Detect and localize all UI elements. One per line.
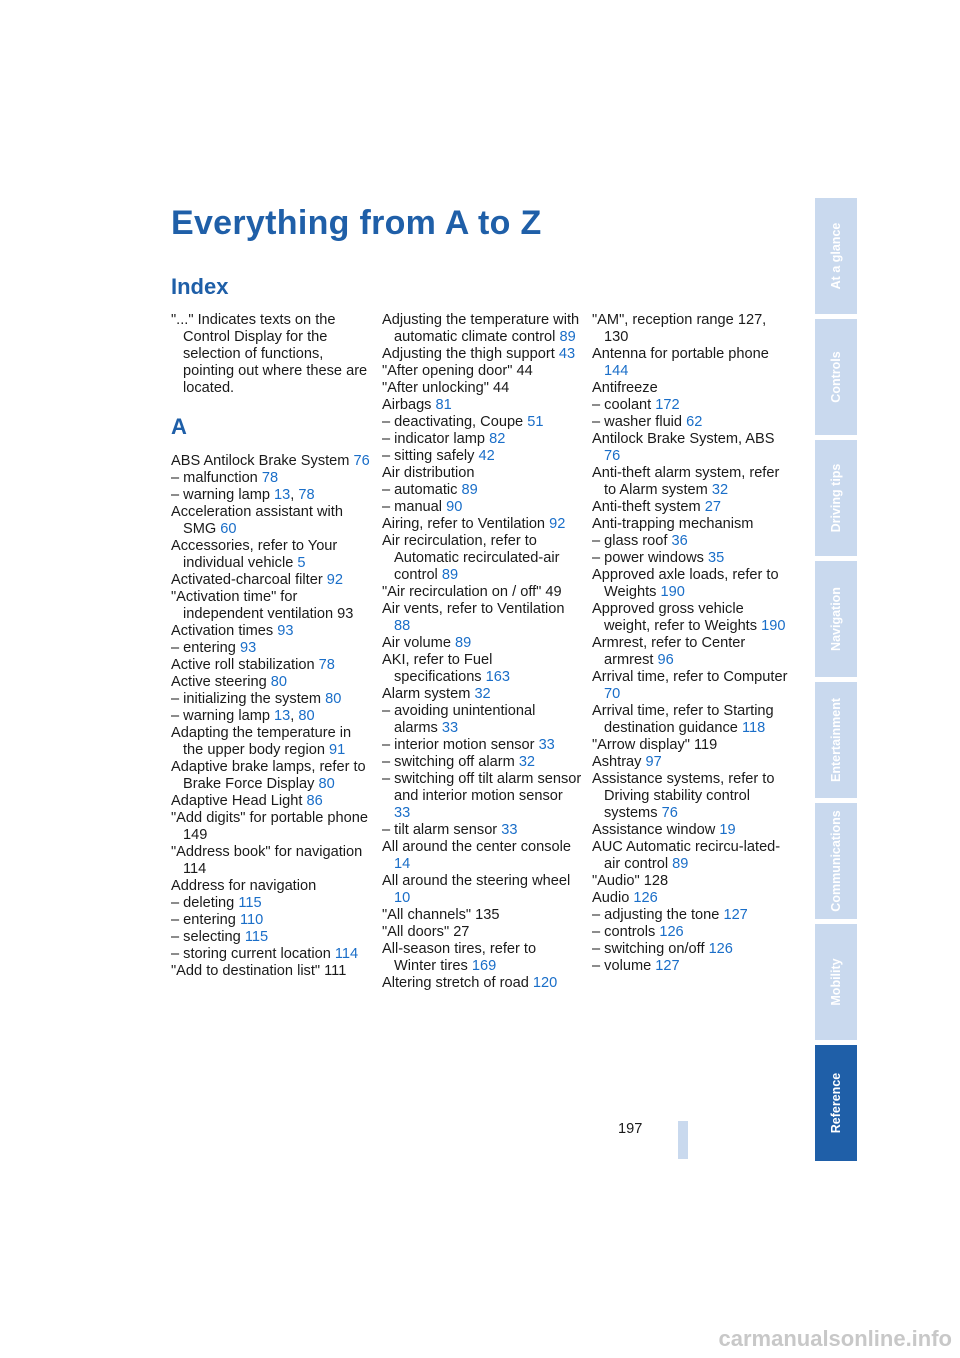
page-reference-link[interactable]: 127 bbox=[655, 958, 680, 974]
index-entry bbox=[382, 431, 582, 448]
page-reference-link[interactable]: 97 bbox=[645, 754, 662, 770]
page-reference-link[interactable]: 14 bbox=[394, 856, 411, 872]
intro-text: "..." Indicates texts on the Control Display for the selection of functions, pointing out where these are located. bbox=[171, 312, 368, 396]
page-reference-link[interactable]: 33 bbox=[501, 822, 518, 838]
index-entry bbox=[592, 346, 792, 380]
index-entry bbox=[171, 623, 371, 640]
entry-text: Air vents, refer to Ventilation bbox=[382, 601, 565, 617]
entry-text: "Air recirculation on / off" 49 bbox=[382, 584, 562, 600]
page-reference-link[interactable]: 43 bbox=[558, 346, 576, 362]
index-entry bbox=[171, 929, 371, 946]
page-reference-link[interactable]: 115 bbox=[238, 895, 262, 911]
page-reference-link[interactable]: 89 bbox=[455, 635, 472, 651]
index-entry bbox=[382, 686, 582, 703]
chapter-tab-label: Mobility bbox=[829, 958, 843, 1006]
index-entry bbox=[592, 754, 792, 771]
entry-text: Airbags bbox=[382, 397, 436, 413]
entry-text: – avoiding unintentional alarms bbox=[382, 703, 536, 736]
index-entry bbox=[592, 890, 792, 907]
entries-column-1 bbox=[171, 453, 371, 980]
page-reference-link[interactable]: 126 bbox=[708, 941, 733, 957]
page-reference-link[interactable]: 93 bbox=[239, 640, 257, 656]
entry-text: Acceleration assistant with SMG bbox=[171, 504, 343, 537]
page-reference-link[interactable]: 89 bbox=[461, 482, 478, 498]
index-entry bbox=[592, 550, 792, 567]
entry-text: – switching on/off bbox=[592, 941, 709, 957]
entry-text: AUC Automatic recircu-lated-air control bbox=[592, 839, 781, 872]
index-entry bbox=[171, 504, 371, 538]
page-reference-link[interactable]: 33 bbox=[394, 805, 411, 821]
page-reference-link[interactable]: 89 bbox=[441, 567, 459, 583]
index-entry bbox=[171, 793, 371, 810]
page-reference-link[interactable]: 126 bbox=[633, 890, 658, 906]
index-entry: – warning lamp 13, 78 bbox=[171, 487, 315, 503]
index-entry bbox=[171, 912, 371, 929]
index-entry bbox=[382, 465, 582, 482]
entry-text: Antilock Brake System, ABS bbox=[592, 431, 775, 447]
index-entry bbox=[171, 725, 371, 759]
index-column-1 bbox=[171, 312, 371, 980]
page-reference-link[interactable]: 5 bbox=[297, 555, 306, 571]
entry-text: "After unlocking" 44 bbox=[382, 380, 510, 396]
page-reference-link[interactable]: 169 bbox=[471, 958, 497, 974]
chapter-tab-label: Communications bbox=[829, 810, 843, 912]
entry-text: – indicator lamp bbox=[382, 431, 490, 447]
index-entry bbox=[592, 312, 792, 346]
index-entry bbox=[592, 737, 792, 754]
entry-text: Air distribution bbox=[382, 465, 475, 481]
index-entry bbox=[592, 703, 792, 737]
index-entry bbox=[171, 895, 371, 912]
index-entry bbox=[382, 448, 582, 465]
entry-text: "Arrow display" 119 bbox=[592, 737, 718, 753]
index-entry bbox=[382, 533, 582, 584]
page-reference-link[interactable]: 51 bbox=[527, 414, 544, 430]
entry-text: "Activation time" for independent ventilation 93 bbox=[171, 589, 354, 622]
page-reference-link[interactable]: 172 bbox=[655, 397, 680, 413]
index-entry bbox=[171, 453, 371, 470]
index-entry bbox=[382, 703, 582, 737]
entry-text: – switching off tilt alarm sensor and interior motion sensor bbox=[382, 771, 582, 804]
page-reference-link[interactable]: 114 bbox=[334, 946, 359, 962]
index-entry bbox=[592, 771, 792, 822]
page-reference-link[interactable]: 82 bbox=[489, 431, 506, 447]
index-entry bbox=[171, 810, 371, 844]
page-reference-link[interactable]: 127 bbox=[723, 907, 748, 923]
page-reference-link[interactable]: 92 bbox=[326, 572, 343, 588]
index-entry bbox=[171, 759, 371, 793]
index-entry bbox=[382, 771, 582, 822]
watermark: carmanualsonline.info bbox=[718, 1326, 952, 1351]
chapter-tab-mobility[interactable] bbox=[815, 924, 857, 1040]
entry-text: Active roll stabilization bbox=[171, 657, 319, 673]
section-title: Index bbox=[171, 274, 229, 299]
index-entry bbox=[592, 635, 792, 669]
page-title: Everything from A to Z bbox=[171, 204, 542, 242]
entry-text: Assistance systems, refer to Driving stability control systems bbox=[592, 771, 775, 821]
index-entry bbox=[171, 657, 371, 674]
entry-text: – volume bbox=[592, 958, 656, 974]
entry-text: "AM", reception range 127, 130 bbox=[592, 312, 767, 345]
chapter-tab-label: At a glance bbox=[829, 222, 843, 290]
index-entry bbox=[382, 312, 582, 346]
entry-text: – switching off alarm bbox=[382, 754, 519, 770]
page-reference-link[interactable]: 144 bbox=[604, 363, 629, 379]
chapter-tab-driving-tips[interactable] bbox=[815, 440, 857, 556]
index-entry bbox=[592, 907, 792, 924]
entry-text: Adaptive Head Light bbox=[171, 793, 307, 809]
chapter-tab-communications[interactable] bbox=[815, 803, 857, 919]
entry-text: – storing current location bbox=[171, 946, 335, 962]
entry-text: Armrest, refer to Center armrest bbox=[592, 635, 746, 668]
entry-text: – automatic bbox=[382, 482, 462, 498]
page-reference-link[interactable]: 32 bbox=[711, 482, 729, 498]
chapter-tab-controls[interactable] bbox=[815, 319, 857, 435]
entry-text: – selecting bbox=[171, 929, 245, 945]
index-entry bbox=[382, 737, 582, 754]
page-reference-link[interactable]: 35 bbox=[708, 550, 725, 566]
entry-text: Alarm system bbox=[382, 686, 475, 702]
index-entry bbox=[382, 907, 582, 924]
page-reference-link[interactable]: 60 bbox=[220, 521, 237, 537]
entry-text: Approved gross vehicle weight, refer to Weights bbox=[592, 601, 762, 634]
index-entry bbox=[382, 924, 582, 941]
page-reference-link[interactable]: 80 bbox=[270, 674, 288, 690]
index-entry bbox=[382, 941, 582, 975]
entry-text: Adaptive brake lamps, refer to Brake Force Display bbox=[171, 759, 366, 792]
entry-text: – coolant bbox=[592, 397, 656, 413]
index-entry bbox=[382, 363, 582, 380]
entry-text: ABS Antilock Brake System bbox=[171, 453, 354, 469]
page-reference-link[interactable]: 92 bbox=[549, 516, 566, 532]
index-entry bbox=[171, 538, 371, 572]
entry-text: "After opening door" 44 bbox=[382, 363, 533, 379]
entry-text: "All channels" 135 bbox=[382, 907, 500, 923]
page-reference-link[interactable]: 76 bbox=[353, 453, 370, 469]
index-entry bbox=[171, 691, 371, 708]
page-reference-link[interactable]: 90 bbox=[446, 499, 463, 515]
index-entry bbox=[171, 640, 371, 657]
entry-text: "Add digits" for portable phone 149 bbox=[171, 810, 368, 843]
page-number: 197 bbox=[618, 1121, 643, 1137]
index-entry bbox=[171, 963, 371, 980]
page-reference-link[interactable]: 13 bbox=[274, 708, 291, 724]
index-entry bbox=[592, 499, 792, 516]
index-entry bbox=[592, 414, 792, 431]
index-entry bbox=[382, 635, 582, 652]
entry-text: – interior motion sensor bbox=[382, 737, 539, 753]
index-entry bbox=[592, 924, 792, 941]
index-entry bbox=[171, 878, 371, 895]
chapter-tab-navigation[interactable] bbox=[815, 561, 857, 677]
entry-text: – deactivating, Coupe bbox=[382, 414, 528, 430]
page-reference-link[interactable]: 91 bbox=[329, 742, 346, 758]
entries-column-2 bbox=[382, 312, 582, 992]
index-entry bbox=[382, 839, 582, 873]
page-reference-link[interactable]: 89 bbox=[672, 856, 689, 872]
entry-text: Arrival time, refer to Starting destination guidance bbox=[592, 703, 774, 736]
page-reference-link[interactable]: 70 bbox=[604, 686, 621, 702]
entry-text: – tilt alarm sensor bbox=[382, 822, 502, 838]
entries-column-3 bbox=[592, 312, 792, 975]
index-entry bbox=[382, 346, 582, 363]
page-reference-link[interactable]: 19 bbox=[719, 822, 736, 838]
entry-text: Adjusting the thigh support bbox=[382, 346, 559, 362]
page-reference-link[interactable]: 88 bbox=[394, 618, 411, 634]
page-reference-link[interactable]: 33 bbox=[538, 737, 555, 753]
entry-text: – adjusting the tone bbox=[592, 907, 724, 923]
index-entry bbox=[592, 397, 792, 414]
index-entry bbox=[171, 844, 371, 878]
page-number-bar bbox=[678, 1121, 688, 1159]
page-reference-link[interactable]: 36 bbox=[671, 533, 688, 549]
index-entry bbox=[382, 873, 582, 907]
page-reference-link[interactable]: 96 bbox=[657, 652, 674, 668]
chapter-tab-label: Entertainment bbox=[829, 697, 843, 783]
page-reference-link[interactable]: 93 bbox=[277, 623, 294, 639]
entry-text: All around the center console bbox=[382, 839, 572, 855]
entry-text: Address for navigation bbox=[171, 878, 317, 894]
entry-text: – entering bbox=[171, 912, 240, 928]
index-entry bbox=[382, 397, 582, 414]
chapter-tabs bbox=[815, 198, 857, 1166]
entry-text: Anti-trapping mechanism bbox=[592, 516, 754, 532]
entry-text: – warning lamp bbox=[171, 487, 275, 503]
entry-text: Activated-charcoal filter bbox=[171, 572, 327, 588]
index-entry: – warning lamp 13, 80 bbox=[171, 708, 315, 724]
index-entry bbox=[382, 380, 582, 397]
index-entry bbox=[171, 674, 371, 691]
entry-text: Arrival time, refer to Computer bbox=[592, 669, 788, 685]
entry-text: Active steering bbox=[171, 674, 271, 690]
entry-text: All around the steering wheel bbox=[382, 873, 571, 889]
index-entry bbox=[592, 839, 792, 873]
chapter-tab-at-a-glance[interactable] bbox=[815, 198, 857, 314]
entry-text: Adapting the temperature in the upper body region bbox=[171, 725, 352, 758]
entry-text: – sitting safely bbox=[382, 448, 479, 464]
index-entry bbox=[382, 652, 582, 686]
entry-text: Air volume bbox=[382, 635, 455, 651]
entry-text: Antifreeze bbox=[592, 380, 658, 396]
index-entry bbox=[171, 946, 371, 963]
chapter-tab-reference[interactable] bbox=[815, 1045, 857, 1161]
page-reference-link[interactable]: 80 bbox=[318, 776, 335, 792]
entry-text: Anti-theft system bbox=[592, 499, 705, 515]
index-entry bbox=[592, 822, 792, 839]
entry-text: – deleting bbox=[171, 895, 239, 911]
page-reference-link[interactable]: 118 bbox=[741, 720, 766, 736]
entry-text: Accessories, refer to Your individual vehicle bbox=[171, 538, 338, 571]
chapter-tab-label: Controls bbox=[829, 351, 843, 403]
page-reference-link[interactable]: 86 bbox=[306, 793, 323, 809]
page-reference-link[interactable]: 163 bbox=[485, 669, 511, 685]
page-reference-link[interactable]: 80 bbox=[325, 691, 342, 707]
index-entry bbox=[382, 499, 582, 516]
chapter-tab-entertainment[interactable] bbox=[815, 682, 857, 798]
index-entry bbox=[592, 958, 792, 975]
index-entry bbox=[171, 572, 371, 589]
index-entry bbox=[171, 589, 371, 623]
index-entry bbox=[382, 975, 582, 992]
entry-text: "All doors" 27 bbox=[382, 924, 470, 940]
page-reference-link[interactable]: 32 bbox=[474, 686, 491, 702]
index-entry bbox=[592, 533, 792, 550]
entry-text: – warning lamp bbox=[171, 708, 275, 724]
index-column-3 bbox=[592, 312, 792, 975]
index-entry bbox=[382, 414, 582, 431]
index-entry bbox=[592, 669, 792, 703]
entry-text: – glass roof bbox=[592, 533, 672, 549]
entry-text: Ashtray bbox=[592, 754, 646, 770]
entry-text: Audio bbox=[592, 890, 634, 906]
index-entry bbox=[592, 516, 792, 533]
page-reference-link[interactable]: 110 bbox=[239, 912, 264, 928]
index-entry bbox=[382, 601, 582, 635]
index-entry bbox=[592, 941, 792, 958]
page-reference-link[interactable]: 13 bbox=[274, 487, 291, 503]
page-reference-link[interactable]: 89 bbox=[559, 329, 576, 345]
index-letter: A bbox=[171, 414, 187, 439]
page-reference-link[interactable]: 33 bbox=[441, 720, 459, 736]
entry-text: Anti-theft alarm system, refer to Alarm system bbox=[592, 465, 780, 498]
page-reference-link[interactable]: 80 bbox=[298, 708, 315, 724]
entry-text: – malfunction bbox=[171, 470, 262, 486]
page-reference-link[interactable]: 78 bbox=[298, 487, 315, 503]
entry-text: – washer fluid bbox=[592, 414, 687, 430]
index-entry bbox=[382, 754, 582, 771]
entry-text: Air recirculation, refer to Automatic recirculated-air control bbox=[382, 533, 560, 583]
entry-text: – manual bbox=[382, 499, 447, 515]
entry-text: "Add to destination list" 111 bbox=[171, 963, 347, 979]
entry-text: AKI, refer to Fuel specifications bbox=[382, 652, 493, 685]
page-reference-link[interactable]: 115 bbox=[244, 929, 269, 945]
entry-text: – controls bbox=[592, 924, 660, 940]
entry-text: "Audio" 128 bbox=[592, 873, 669, 889]
entry-text: "Address book" for navigation 114 bbox=[171, 844, 363, 877]
entry-text: All-season tires, refer to Winter tires bbox=[382, 941, 537, 974]
page-reference-link[interactable]: 78 bbox=[318, 657, 335, 673]
entry-text: Assistance window bbox=[592, 822, 720, 838]
page-reference-link[interactable]: 10 bbox=[394, 890, 411, 906]
entry-text: Altering stretch of road bbox=[382, 975, 533, 991]
page-reference-link[interactable]: 126 bbox=[659, 924, 684, 940]
index-column-2 bbox=[382, 312, 582, 992]
page-reference-link[interactable]: 76 bbox=[661, 805, 678, 821]
page-reference-link[interactable]: 78 bbox=[261, 470, 279, 486]
index-entry bbox=[592, 380, 792, 397]
index-entry bbox=[592, 431, 792, 465]
page-reference-link[interactable]: 120 bbox=[532, 975, 558, 991]
page-reference-link[interactable]: 62 bbox=[686, 414, 703, 430]
index-entry bbox=[382, 516, 582, 533]
entry-text: Activation times bbox=[171, 623, 278, 639]
entry-text: – entering bbox=[171, 640, 240, 656]
index-entry bbox=[382, 822, 582, 839]
entry-text: Antenna for portable phone bbox=[592, 346, 769, 362]
entry-text: Approved axle loads, refer to Weights bbox=[592, 567, 779, 600]
index-entry bbox=[592, 465, 792, 499]
page-reference-link[interactable]: 190 bbox=[761, 618, 786, 634]
chapter-tab-label: Reference bbox=[829, 1072, 843, 1134]
index-entry bbox=[382, 584, 582, 601]
page-reference-link[interactable]: 42 bbox=[478, 448, 495, 464]
page-reference-link[interactable]: 32 bbox=[518, 754, 536, 770]
index-entry bbox=[382, 482, 582, 499]
chapter-tab-label: Navigation bbox=[829, 587, 843, 651]
chapter-tab-label: Driving tips bbox=[829, 463, 843, 533]
page-reference-link[interactable]: 76 bbox=[604, 448, 621, 464]
entry-text: Airing, refer to Ventilation bbox=[382, 516, 550, 532]
entry-text: Adjusting the temperature with automatic climate control bbox=[382, 312, 580, 345]
index-entry bbox=[592, 567, 792, 601]
entry-text: – power windows bbox=[592, 550, 708, 566]
index-entry bbox=[171, 470, 371, 487]
page-reference-link[interactable]: 190 bbox=[660, 584, 685, 600]
index-entry bbox=[592, 873, 792, 890]
page-reference-link[interactable]: 27 bbox=[704, 499, 721, 515]
index-entry bbox=[592, 601, 792, 635]
page-reference-link[interactable]: 81 bbox=[435, 397, 452, 413]
entry-text: – initializing the system bbox=[171, 691, 326, 707]
